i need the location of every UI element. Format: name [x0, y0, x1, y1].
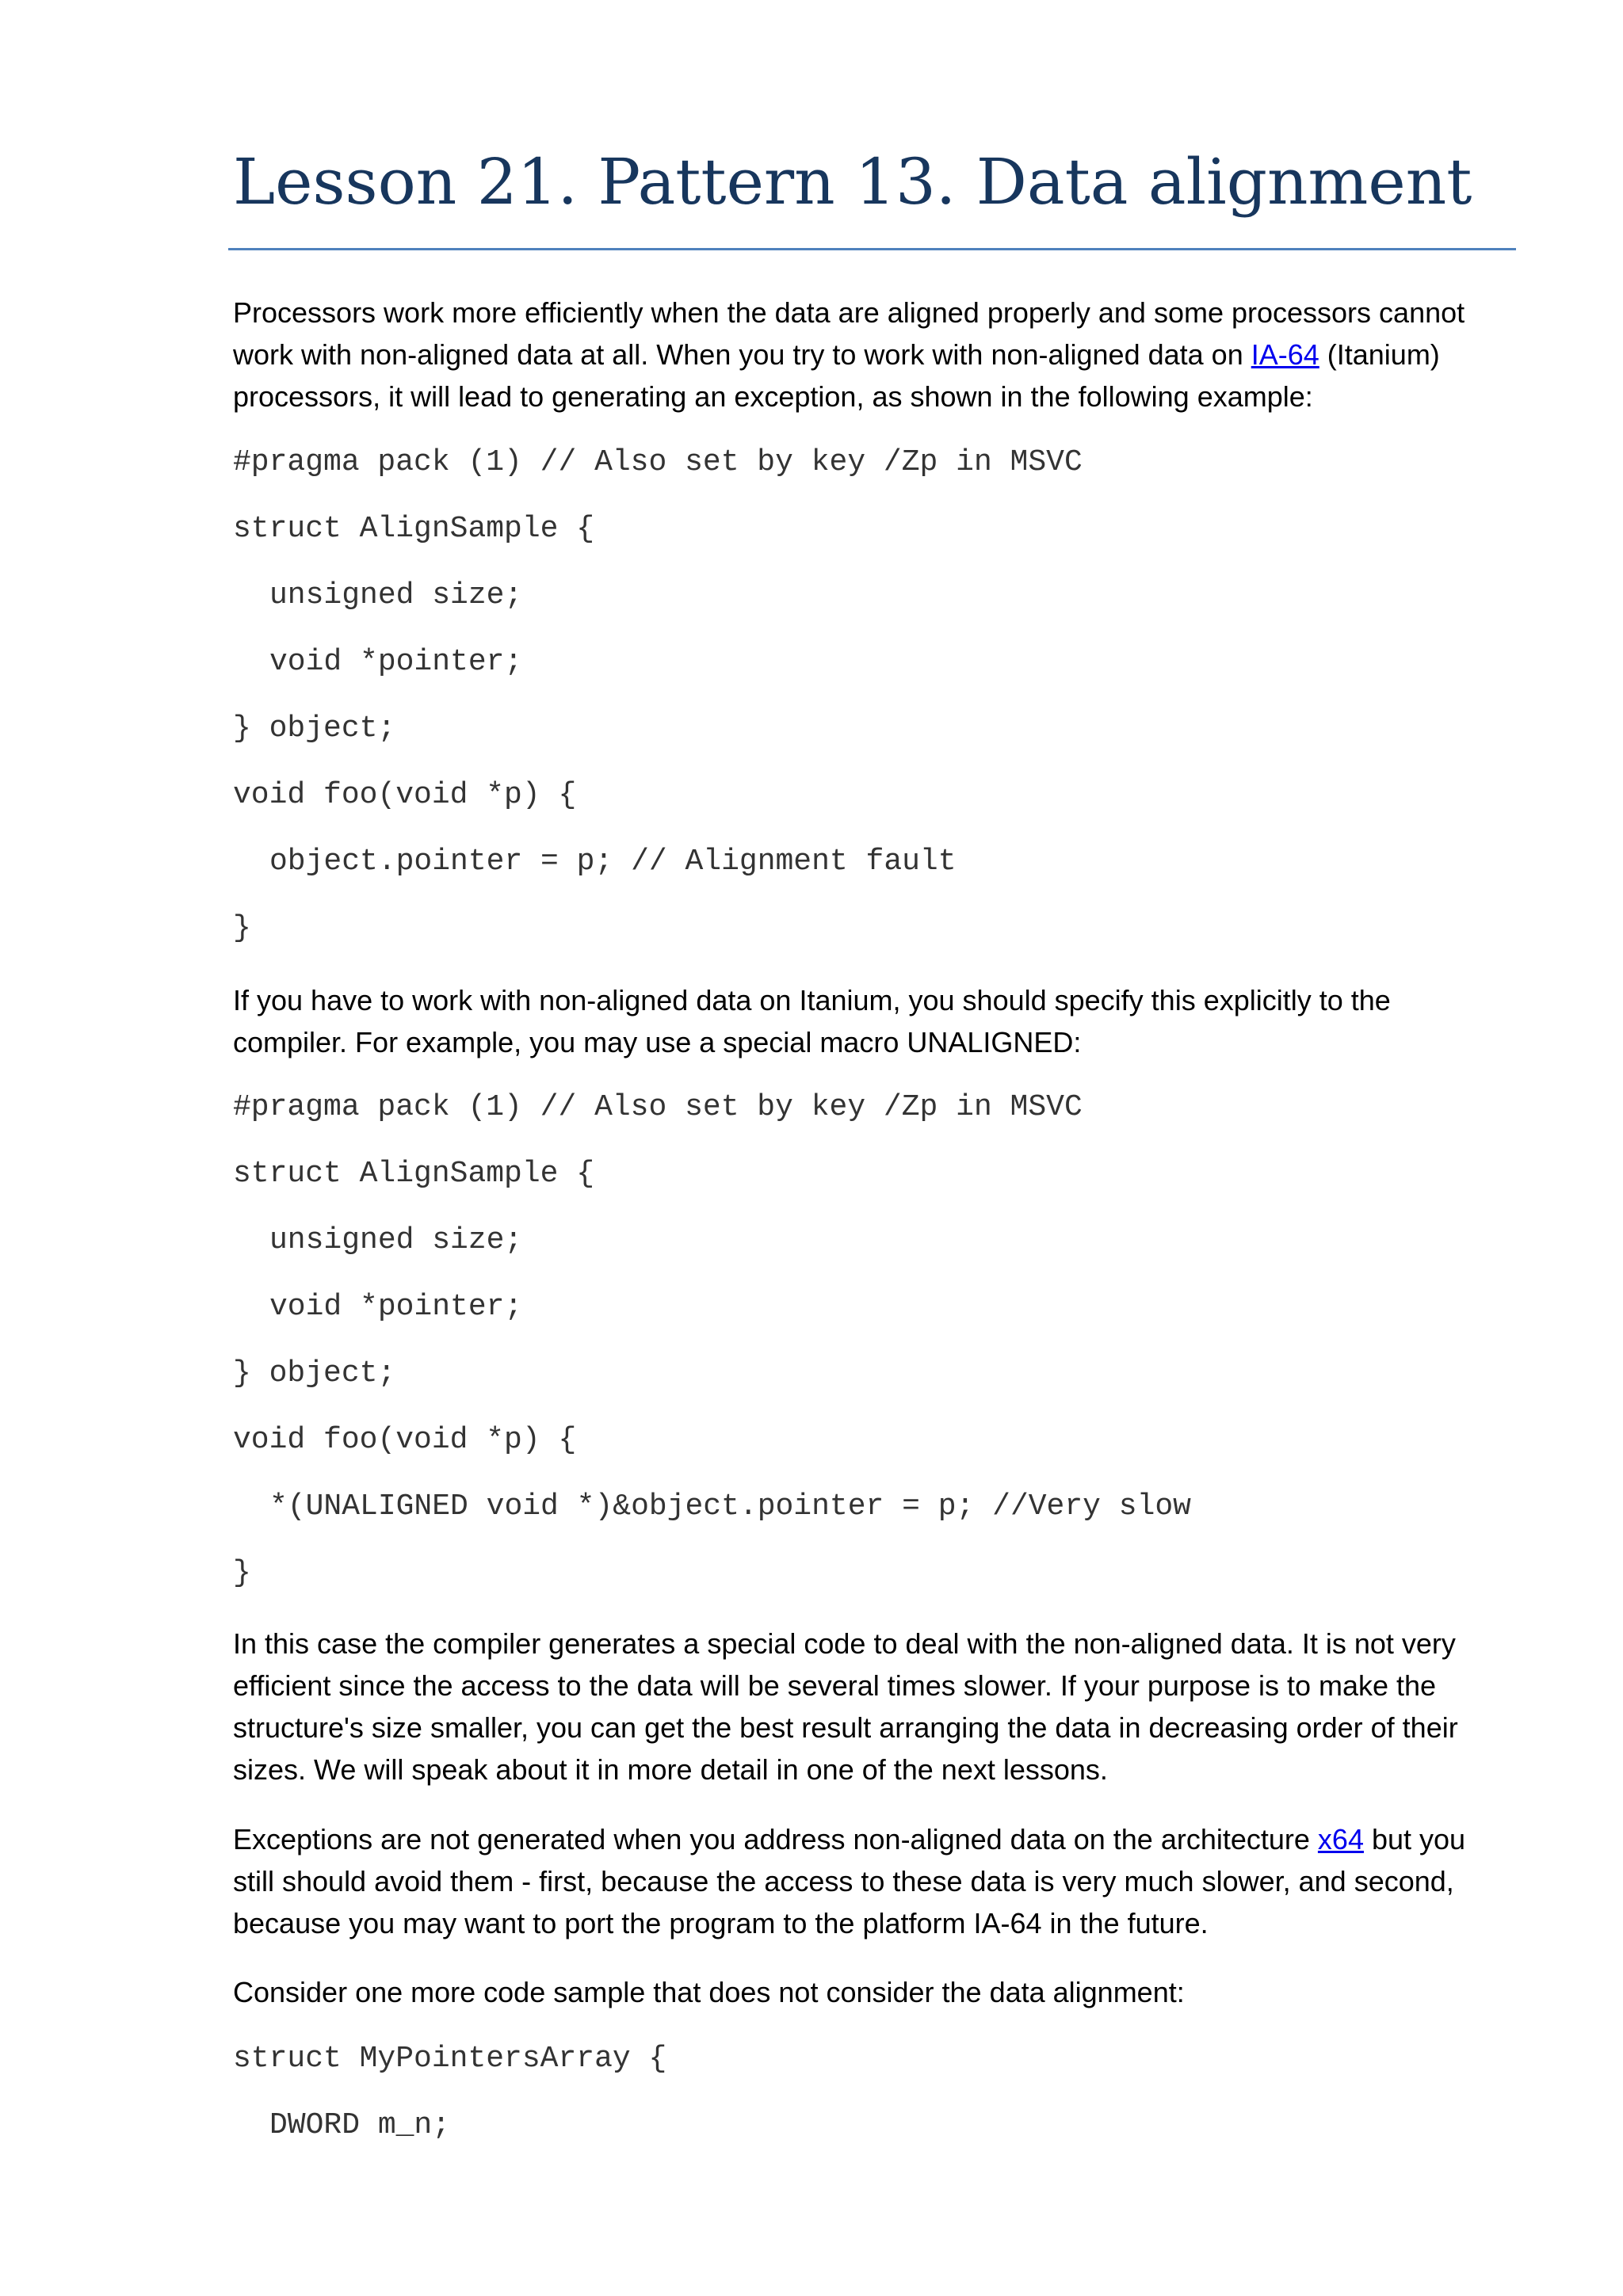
code-line: } — [233, 1556, 251, 1590]
x64-link[interactable]: x64 — [1317, 1823, 1364, 1855]
page-title: Lesson 21. Pattern 13. Data alignment — [233, 145, 1472, 219]
code-line: unsigned size; — [269, 1223, 523, 1257]
code-line: struct MyPointersArray { — [233, 2042, 667, 2076]
intro-paragraph — [233, 292, 1509, 418]
code-line: } object; — [233, 1356, 396, 1390]
intro-text-after-link: (Itanium) processors, it will lead to generating an exception, as shown in the following example: — [233, 338, 1440, 413]
ia64-link[interactable]: IA-64 — [1251, 338, 1319, 371]
code-line: struct AlignSample { — [233, 512, 595, 546]
code-line: #pragma pack (1) // Also set by key /Zp in MSVC — [233, 1090, 1083, 1124]
sample-paragraph: Consider one more code sample that does not consider the data alignment: — [233, 1976, 1185, 2008]
unaligned-paragraph: If you have to work with non-aligned data on Itanium, you should specify this explicitly to the compiler. For example, you may use a special macro UNALIGNED: — [233, 984, 1391, 1058]
code-line: *(UNALIGNED void *)&object.pointer = p; //Very slow — [269, 1489, 1191, 1524]
code-line: #pragma pack (1) // Also set by key /Zp in MSVC — [233, 445, 1083, 479]
code-line: struct AlignSample { — [233, 1157, 595, 1191]
code-line: } object; — [233, 711, 396, 746]
code-line: void foo(void *p) { — [233, 1423, 577, 1457]
code-line: void foo(void *p) { — [233, 778, 577, 812]
code-line: } — [233, 911, 251, 945]
x64-paragraph — [233, 1818, 1509, 1944]
code-line: void *pointer; — [269, 645, 523, 679]
intro-text-before-link: Processors work more efficiently when the data are aligned properly and some processors cannot work with non-aligned data at all. When you try to work with non-aligned data on — [233, 296, 1465, 371]
title-underline — [228, 248, 1516, 250]
compiler-paragraph: In this case the compiler generates a special code to deal with the non-aligned data. It is not very efficient since the access to the data will be several times slower. If your purpose is to make the structure's size smaller, you can get the best result arranging the data in decreasing order of their sizes. We will speak about it in more detail in one of the next lessons. — [233, 1627, 1458, 1786]
code-line: void *pointer; — [269, 1290, 523, 1324]
code-line: DWORD m_n; — [269, 2108, 451, 2142]
code-line: object.pointer = p; // Alignment fault — [269, 845, 957, 879]
code-line: unsigned size; — [269, 578, 523, 612]
x64-text-before-link: Exceptions are not generated when you address non-aligned data on the architecture — [233, 1823, 1318, 1855]
x64-text-after-link: but you still should avoid them - first, because the access to these data is very much slower, and second, because you may want to port the program to the platform IA-64 in the future. — [233, 1823, 1466, 1939]
